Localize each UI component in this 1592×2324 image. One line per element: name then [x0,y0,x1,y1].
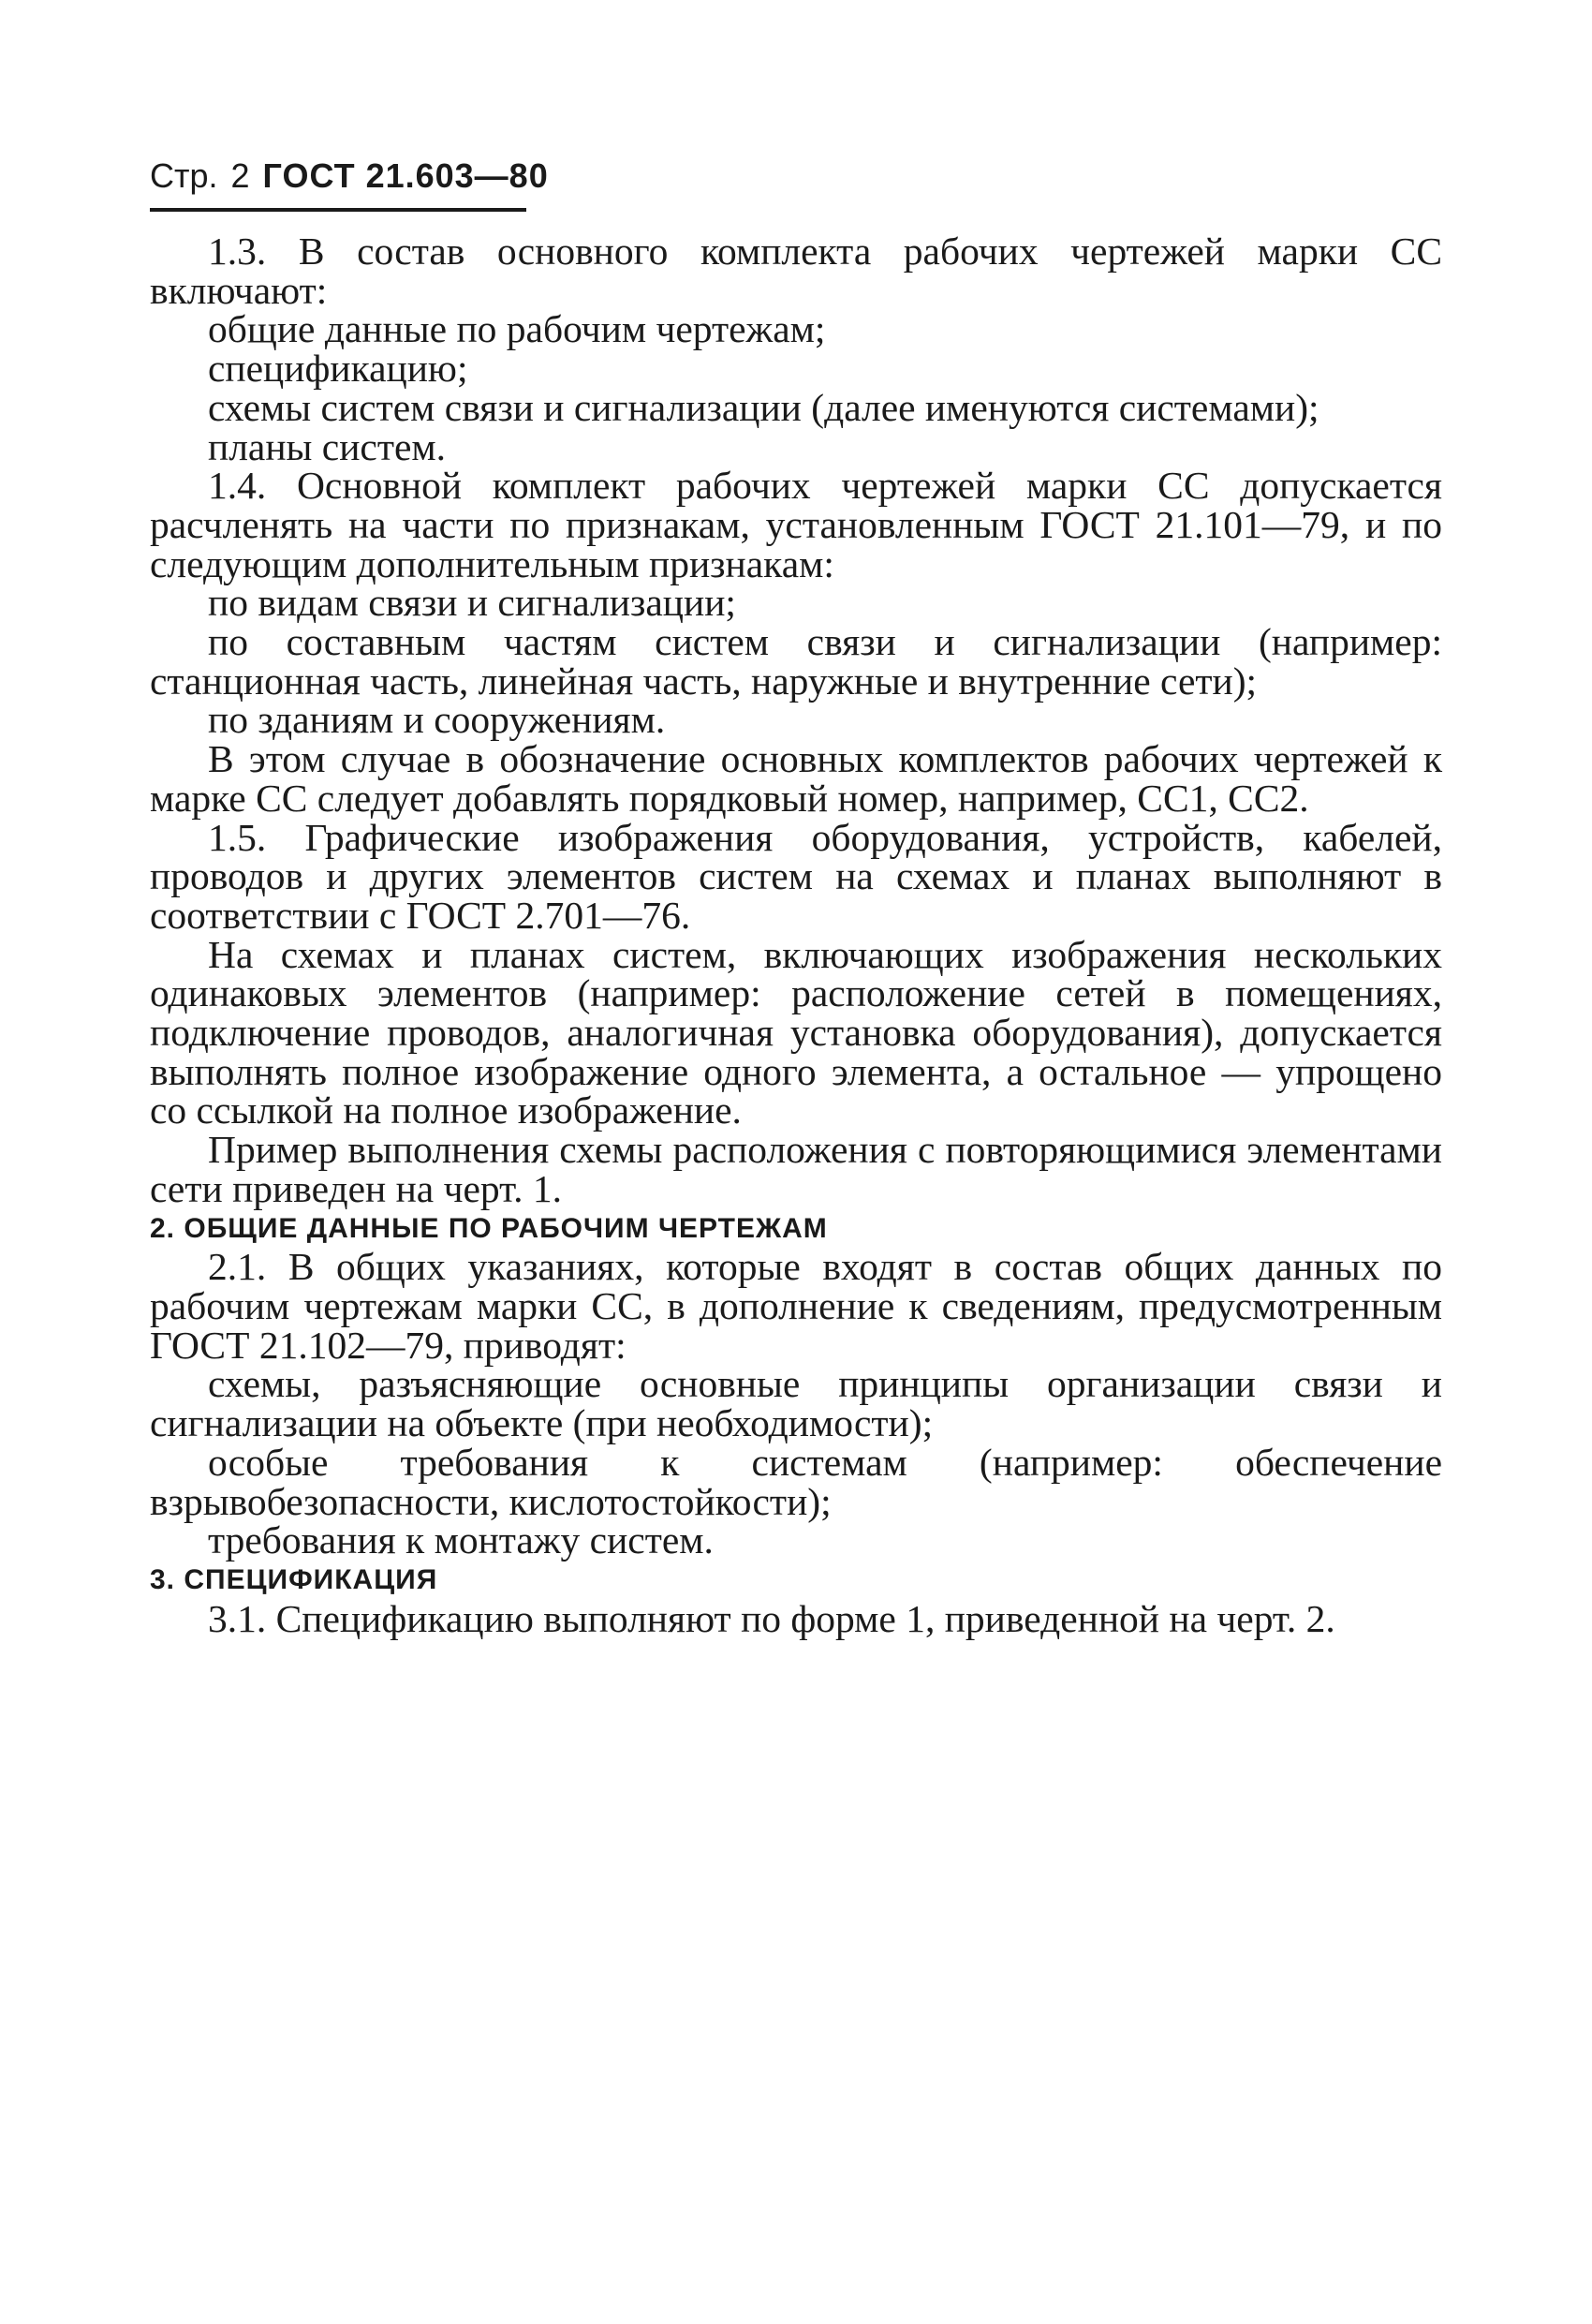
clause-1-4-item: по видам связи и сигнализации; [208,581,736,625]
clause-1-4-item: по составным частям систем связи и сигнализации (например: станционная часть, линейная часть, наружные и внутренние сети); [150,620,1442,703]
document-body [150,229,1442,1640]
page-number: 2 [230,156,250,195]
page-header [150,157,549,195]
clause-1-3-item: спецификацию; [208,347,468,391]
section-3-title: 3. СПЕЦИФИКАЦИЯ [150,1563,438,1595]
clause-3-1: 3.1. Спецификацию выполняют по форме 1, приведенной на черт. 2. [208,1596,1335,1640]
clause-1-5: 1.5. Графические изображения оборудования, устройств, кабелей, проводов и других элементов систем на схемах и планах выполняют в соответствии с ГОСТ 2.701—76. [150,815,1442,937]
standard-designation: ГОСТ 21.603—80 [262,156,549,195]
header-rule [150,208,526,212]
clause-2-1: 2.1. В общих указаниях, которые входят в состав общих данных по рабочим чертежам марки СС, в дополнение к сведениям, предусмотренным ГОСТ 21.102—79, приводят: [150,1245,1442,1367]
clause-1-3-item: схемы систем связи и сигнализации (далее именуются системами); [208,385,1319,429]
clause-1-5-example: Пример выполнения схемы расположения с повторяющимися элементами сети приведен на черт. 1. [150,1128,1442,1210]
section-2-title: 2. ОБЩИЕ ДАННЫЕ ПО РАБОЧИМ ЧЕРТЕЖАМ [150,1212,828,1244]
clause-1-4: 1.4. Основной комплект рабочих чертежей марки СС допускается расчленять на части по признакам, установленным ГОСТ 21.101—79, и по следующим дополнительным признакам: [150,464,1442,585]
clause-1-4-item: по зданиям и сооружениям. [208,698,666,742]
clause-2-1-item: особые требования к системам (например: обеспечение взрывобезопасности, кислотостойкости); [150,1440,1442,1523]
clause-2-1-item: требования к монтажу систем. [208,1518,714,1562]
clause-2-1-item: схемы, разъясняющие основные принципы организации связи и сигнализации на объекте (при необходимости); [150,1362,1442,1445]
clause-1-4-note: В этом случае в обозначение основных комплектов рабочих чертежей к марке СС следует добавлять порядковый номер, например, СС1, СС2. [150,737,1442,820]
clause-1-3-item: общие данные по рабочим чертежам; [208,307,826,351]
clause-1-5-note: На схемах и планах систем, включающих изображения нескольких одинаковых элементов (например: расположение сетей в помещениях, подключение проводов, аналогичная установка оборудования), допускается выполнять полное изображение одного элемента, а остальное — упрощено со ссылкой на полное изображение. [150,932,1442,1132]
clause-1-3-item: планы систем. [208,424,447,468]
page-label: Стр. [150,156,218,195]
clause-1-3: 1.3. В состав основного комплекта рабочих чертежей марки СС включают: [150,229,1442,312]
